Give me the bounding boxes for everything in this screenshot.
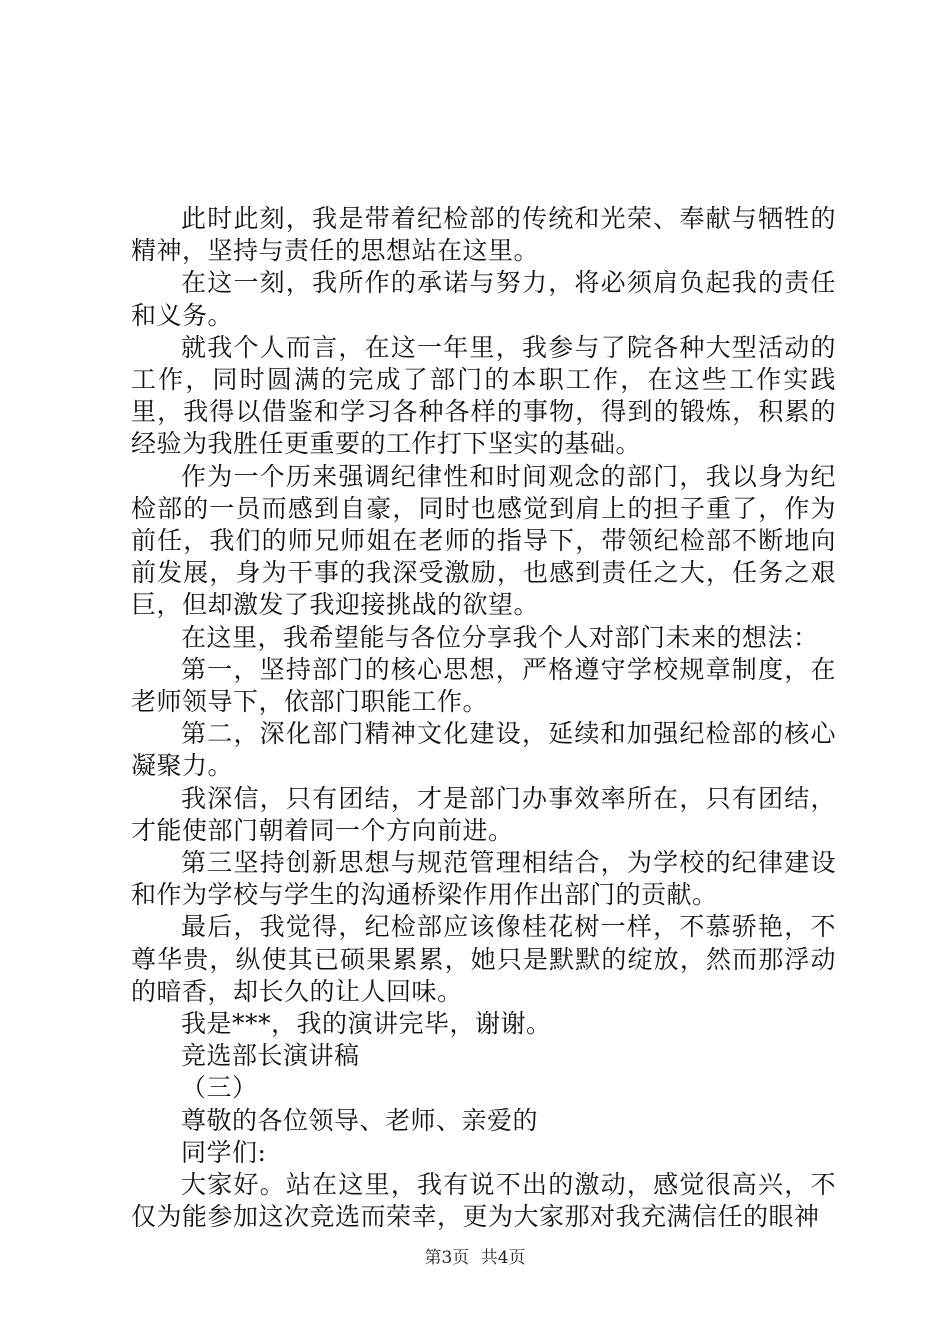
paragraph: 此时此刻，我是带着纪检部的传统和光荣、奉献与牺牲的精神，坚持与责任的思想站在这里。 — [131, 204, 836, 266]
section-number: （三） — [181, 1073, 258, 1103]
page-footer: 第3页 共4页 — [424, 1248, 526, 1268]
paragraph: 我深信，只有团结，才是部门办事效率所在，只有团结，才能使部门朝着同一个方向前进。 — [131, 783, 836, 845]
paragraph: 在这里，我希望能与各位分享我个人对部门未来的想法： — [181, 622, 819, 652]
paragraph: 大家好。站在这里，我有说不出的激动，感觉很高兴，不仅为能参加这次竞选而荣幸，更为大家那对我充满信任的眼神 — [131, 1170, 836, 1232]
salutation: 同学们: — [181, 1137, 267, 1167]
section-title: 竞选部长演讲稿 — [181, 1041, 360, 1071]
salutation: 尊敬的各位领导、老师、亲爱的 — [181, 1105, 539, 1135]
paragraph: 最后，我觉得，纪检部应该像桂花树一样，不慕骄艳，不尊华贵，纵使其已硕果累累，她只是默默的绽放，然而那浮动的暗香，却长久的让人回味。 — [131, 912, 836, 1006]
paragraph: 第三坚持创新思想与规范管理相结合，为学校的纪律建设和作为学校与学生的沟通桥梁作用作出部门的贡献。 — [131, 848, 836, 910]
document-body — [131, 203, 836, 1234]
paragraph: 第一，坚持部门的核心思想，严格遵守学校规章制度，在老师领导下，依部门职能工作。 — [131, 654, 836, 717]
paragraph: 作为一个历来强调纪律性和时间观念的部门，我以身为纪检部的一员而感到自豪，同时也感觉到肩上的担子重了，作为前任，我们的师兄师姐在老师的指导下，带领纪检部不断地向前发展，身为干事的我深受激励，也感到责任之大，任务之艰巨，但却激发了我迎接挑战的欲望。 — [131, 461, 836, 620]
paragraph: 在这一刻，我所作的承诺与努力，将必须肩负起我的责任和义务。 — [131, 268, 836, 330]
paragraph: 就我个人而言，在这一年里，我参与了院各种大型活动的工作，同时圆满的完成了部门的本职工作，在这些工作实践里，我得以借鉴和学习各种各样的事物，得到的锻炼，积累的经验为我胜任更重要的工作打下坚实的基础。 — [131, 332, 836, 459]
paragraph: 第二，深化部门精神文化建设，延续和加强纪检部的核心凝聚力。 — [131, 719, 836, 781]
paragraph: 我是***，我的演讲完毕，谢谢。 — [181, 1009, 552, 1039]
